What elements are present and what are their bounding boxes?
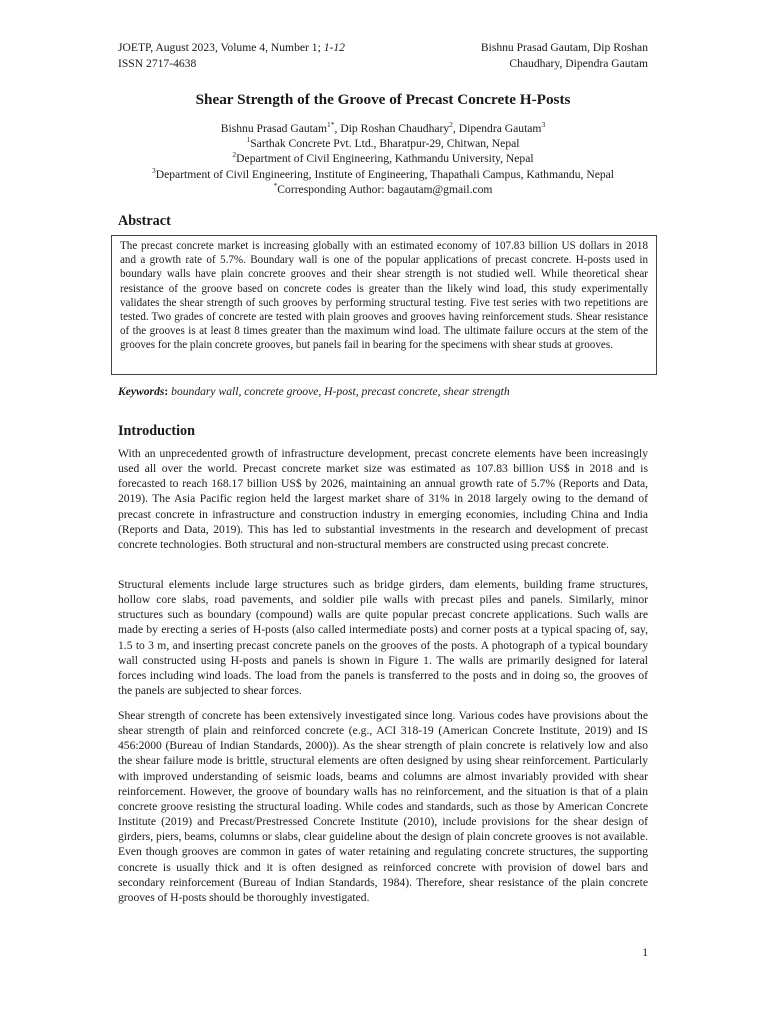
- running-header-right: [481, 40, 648, 72]
- header-authors-line-2: Chaudhary, Dipendra Gautam: [509, 57, 648, 70]
- affiliation-1: $^1$Sarthak Concrete Pvt. Ltd., Bharatpur-29, Chitwan, Nepal: [246, 135, 520, 151]
- page-range: 1-12: [323, 41, 345, 54]
- abstract-heading: Abstract: [118, 213, 171, 229]
- keywords-label: Keywords: [118, 385, 165, 398]
- journal-citation: JOETP, August 2023, Volume 4, Number 1; 1-12: [118, 41, 345, 54]
- keywords-line: Keywords: boundary wall, concrete groove, H-post, precast concrete, shear strength: [118, 385, 510, 398]
- issn: ISSN 2717-4638: [118, 57, 197, 70]
- affiliation-2: $^2$Department of Civil Engineering, Kathmandu University, Nepal: [232, 150, 534, 166]
- abstract-text: The precast concrete market is increasing globally with an estimated economy of 107.83 billion US dollars in 2018 and a growth rate of 5.7%. Boundary wall is one of the popular applications of precast concrete. H-posts used in boundary walls have plain concrete grooves and their shear strength is not studied well. While theoretical shear resistance of the groove based on concrete codes is greater than the likely wind load, this study experimentally validates the shear strength of such grooves by performing structural testing. Five test series with two repetitions are tested. Two grades of concrete are tested with plain grooves and grooves having reinforcement studs. Shear resistance of the grooves is at least 8 times greater than the maximum wind load. The ultimate failure occurs at the stem of the grooves for the plain concrete grooves, but panels fail in bearing for the specimens with shear studs at grooves.: [120, 240, 648, 352]
- author-list: Bishnu Prasad Gautam$^{1*}$, Dip Roshan Chaudhary$^2$, Dipendra Gautam$^3$: [220, 120, 546, 135]
- header-authors-line-1: Bishnu Prasad Gautam, Dip Roshan: [480, 41, 648, 54]
- author-block: [118, 121, 648, 197]
- intro-paragraph-2: Structural elements include large structures such as bridge girders, dam elements, building frame structures, hollow core slabs, road pavements, and soldier pile walls with precast piles and panels. Similarly, minor structures such as boundary (compound) walls are quite popular precast concrete applications. Such walls are made by erecting a series of H-posts (also called intermediate posts) and corner posts at a typical spacing of, say, 1.5 to 3 m, and inserting precast concrete panels on the grooves of the posts. A photograph of a typical boundary wall constructed using H-posts and panels is shown in Figure 1. The walls are primarily designed for lateral forces including wind loads. The load from the panels is transferred to the posts and in doing so, the grooves of the panels are subjected to shear forces.: [118, 578, 648, 698]
- introduction-heading: Introduction: [118, 423, 195, 439]
- page-number: 1: [642, 946, 648, 959]
- running-header-left: [118, 40, 345, 72]
- corresponding-author: *Corresponding Author: bagautam@gmail.com: [273, 180, 493, 196]
- intro-paragraph-3: Shear strength of concrete has been extensively investigated since long. Various codes have provisions about the shear strength of plain and reinforced concrete (e.g., ACI 318-19 (American Concrete Institute, 2019) and IS 456:2000 (Bureau of Indian Standards, 2000)). As the shear strength of plain concrete is relatively low and also the shear failure mode is brittle, structural elements are often designed by using shear reinforcement. Particularly with improved understanding of seismic loads, beams and columns are almost invariably provided with shear reinforcement. However, the groove of boundary walls has no reinforcement, and the situation is that of a plain concrete groove resisting the structural loading. While codes and standards, such as those by American Concrete Institute (2019) and Precast/Prestressed Concrete Institute (2010), include provisions for the shear design of girders, piers, beams, columns or slabs, clear guideline about the design of plain concrete grooves is not available. Even though grooves are common in gates of water retaining and regulating concrete structures, the supporting concrete is usually thick and it is often designed as reinforced concrete with provision of dowel bars and secondary reinforcement (Bureau of Indian Standards, 1984). Therefore, shear resistance of the plain concrete grooves of H-posts should be thoroughly investigated.: [118, 709, 648, 904]
- paper-title: Shear Strength of the Groove of Precast Concrete H-Posts: [195, 91, 571, 108]
- abstract-box: [111, 235, 657, 375]
- intro-paragraph-1: With an unprecedented growth of infrastructure development, precast concrete elements have been increasingly used all over the world. Precast concrete market size was estimated as 107.83 billion US$ in 2018 and is forecasted to reach 168.17 billion US$ by 2026, maintaining an annual growth rate of 5.7% (Reports and Data, 2019). The Asia Pacific region held the largest market share of 31% in 2018 largely owing to the demand of precast concrete in infrastructure and construction industry in emerging economies, including China and India (Reports and Data, 2019). This has led to substantial investments in the research and development of precast concrete technologies. Both structural and non-structural members are constructed using precast concrete.: [118, 447, 648, 551]
- affiliation-3: $^3$Department of Civil Engineering, Institute of Engineering, Thapathali Campus, Kathmandu, Nepal: [151, 165, 615, 181]
- keywords-text: boundary wall, concrete groove, H-post, precast concrete, shear strength: [171, 385, 510, 398]
